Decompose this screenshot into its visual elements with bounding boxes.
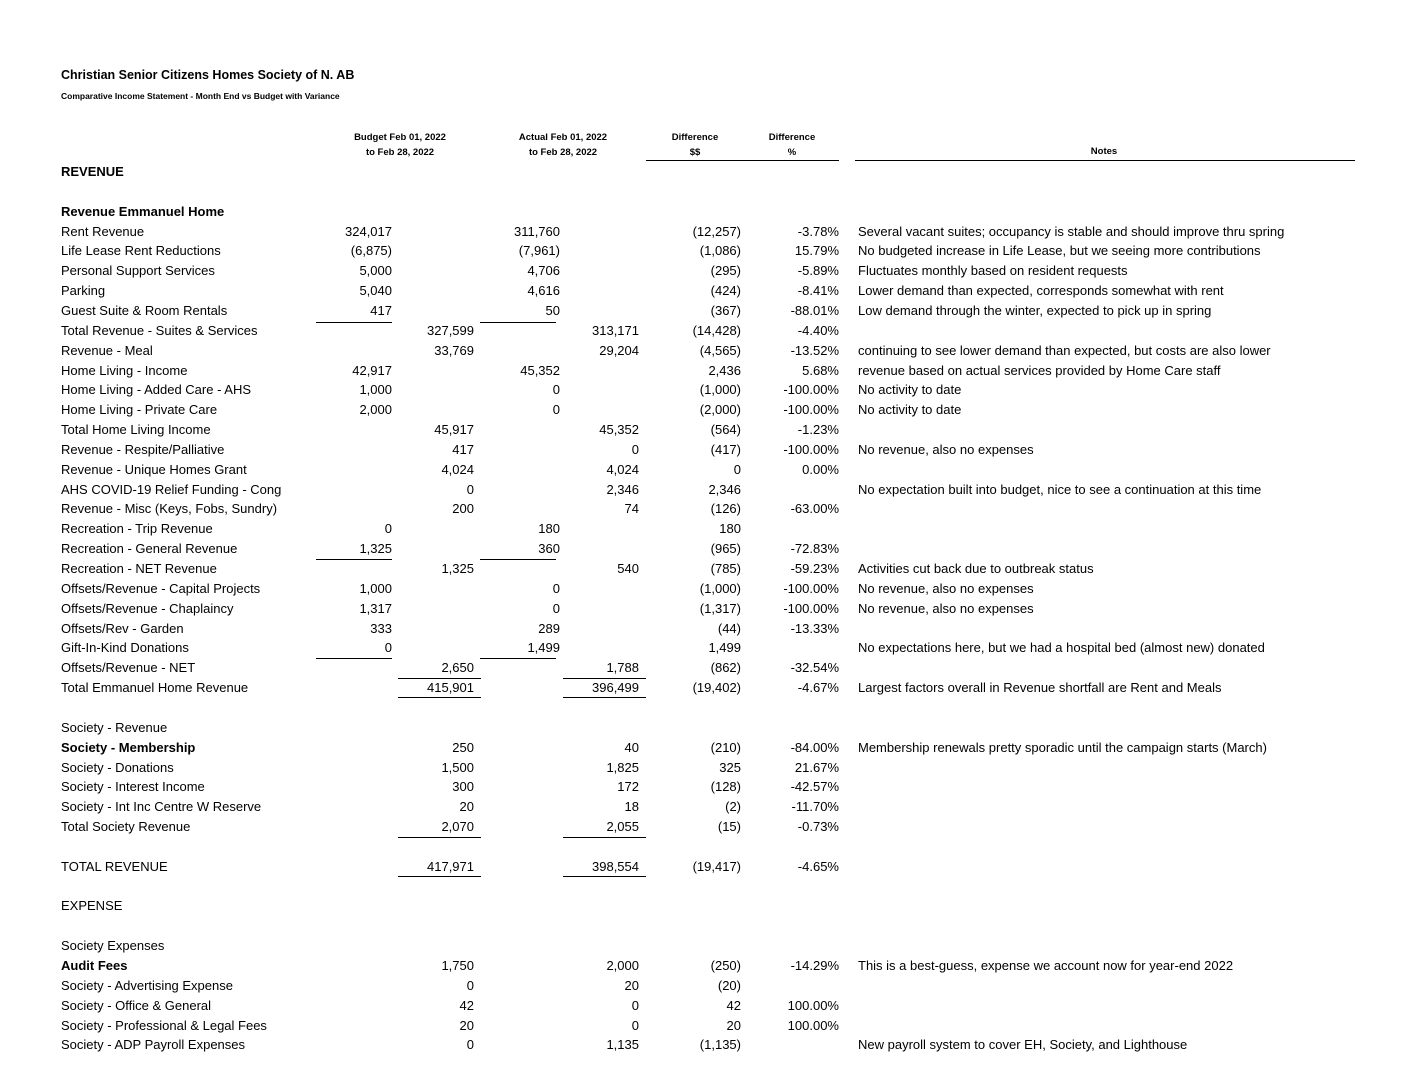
difference-percent-value: -84.00%	[790, 739, 839, 755]
budget-total-value: 4,024	[441, 461, 474, 477]
difference-percent-value: 21.67%	[794, 759, 839, 775]
table-row	[0, 916, 1408, 936]
column-header-diff-pct-line2: %	[787, 147, 797, 158]
row-note: This is a best-guess, expense we account now for year-end 2022	[858, 958, 1234, 973]
difference-dollar-value: (126)	[710, 501, 741, 517]
difference-percent-value: -59.23%	[790, 561, 839, 576]
row-note: New payroll system to cover EH, Society, and Lighthouse	[858, 1037, 1188, 1053]
row-label: Society - ADP Payroll Expenses	[61, 1037, 246, 1053]
row-note: Membership renewals pretty sporadic until the campaign starts (March)	[858, 739, 1267, 755]
row-note: No budgeted increase in Life Lease, but we seeing more contributions	[858, 243, 1261, 259]
budget-detail-value: 1,325	[359, 541, 392, 557]
budget-detail-value: 333	[370, 620, 392, 636]
org-title: Christian Senior Citizens Homes Society of N. AB	[61, 68, 355, 82]
budget-detail-value: 0	[384, 521, 392, 537]
row-note: No expectation built into budget, nice to see a continuation at this time	[858, 481, 1262, 497]
actual-total-value: 1,825	[606, 759, 639, 775]
difference-dollar-value: (295)	[710, 263, 741, 279]
row-note: revenue based on actual services provided by Home Care staff	[858, 362, 1221, 378]
row-label: Offsets/Revenue - Chaplaincy	[61, 600, 234, 616]
actual-total-value: 1,788	[606, 660, 639, 676]
difference-dollar-value: 42	[726, 997, 741, 1013]
actual-total-value: 540	[617, 561, 639, 576]
header-rule-differences	[646, 160, 839, 161]
budget-detail-value: 1,000	[359, 580, 392, 596]
row-note: Largest factors overall in Revenue shortfall are Rent and Meals	[858, 680, 1222, 696]
actual-total-value: 18	[624, 799, 639, 815]
difference-percent-value: -100.00%	[783, 441, 839, 457]
actual-total-value: 20	[624, 977, 639, 993]
budget-total-value: 20	[459, 799, 474, 815]
row-note: No revenue, also no expenses	[858, 600, 1034, 616]
actual-total-value: 2,055	[606, 819, 639, 835]
difference-percent-value: -3.78%	[797, 223, 839, 239]
table-row	[0, 261, 1408, 281]
table-row	[0, 420, 1408, 440]
difference-percent-value: -32.54%	[790, 660, 839, 676]
row-label: Society - Membership	[61, 739, 196, 755]
difference-percent-value: 100.00%	[787, 1017, 839, 1033]
table-row	[0, 460, 1408, 480]
difference-dollar-value: (965)	[710, 541, 741, 557]
table-row	[0, 1016, 1408, 1036]
difference-dollar-value: (1,317)	[699, 600, 741, 616]
table-row	[0, 619, 1408, 639]
difference-dollar-value: (367)	[710, 302, 741, 318]
difference-dollar-value: (20)	[717, 977, 741, 993]
table-row	[0, 956, 1408, 976]
table-row	[0, 718, 1408, 738]
row-label: Revenue - Unique Homes Grant	[61, 461, 247, 477]
actual-total-value: 398,554	[592, 858, 639, 874]
difference-percent-value: -14.29%	[790, 958, 839, 973]
actual-total-value: 2,346	[606, 481, 639, 497]
column-header-diff-pct-line1: Difference	[768, 132, 816, 143]
row-label: Recreation - NET Revenue	[61, 561, 217, 576]
difference-percent-value: -100.00%	[783, 580, 839, 596]
actual-detail-value: 50	[545, 302, 560, 318]
budget-total-value: 1,500	[441, 759, 474, 775]
table-row	[0, 519, 1408, 539]
difference-percent-value: -100.00%	[783, 600, 839, 616]
row-label: AHS COVID-19 Relief Funding - Cong	[61, 481, 282, 497]
underline-rule	[316, 658, 392, 659]
actual-detail-value: 45,352	[520, 362, 560, 378]
budget-detail-value: 5,040	[359, 283, 392, 299]
row-note: Several vacant suites; occupancy is stable and should improve thru spring	[858, 223, 1285, 239]
table-row	[0, 341, 1408, 361]
row-label: Society - Office & General	[61, 997, 212, 1013]
row-note: continuing to see lower demand than expected, but costs are also lower	[858, 342, 1271, 358]
row-label: Audit Fees	[61, 958, 128, 973]
table-row	[0, 361, 1408, 381]
row-label: Home Living - Added Care - AHS	[61, 382, 252, 398]
difference-percent-value: -4.40%	[797, 322, 839, 338]
table-row	[0, 182, 1408, 202]
budget-detail-value: 42,917	[352, 362, 392, 378]
row-label: Society - Interest Income	[61, 779, 205, 795]
actual-total-value: 2,000	[606, 958, 639, 973]
table-row	[0, 281, 1408, 301]
table-row	[0, 579, 1408, 599]
table-row	[0, 241, 1408, 261]
row-label: Guest Suite & Room Rentals	[61, 302, 228, 318]
table-row	[0, 758, 1408, 778]
table-row	[0, 777, 1408, 797]
row-label: Total Society Revenue	[61, 819, 191, 835]
row-label: Personal Support Services	[61, 263, 215, 279]
difference-dollar-value: 180	[719, 521, 741, 537]
row-label: Life Lease Rent Reductions	[61, 243, 221, 259]
budget-total-value: 33,769	[434, 342, 474, 358]
row-label: Society - Donations	[61, 759, 174, 775]
underline-rule	[316, 322, 392, 323]
budget-total-value: 42	[459, 997, 474, 1013]
table-row	[0, 202, 1408, 222]
actual-detail-value: (7,961)	[518, 243, 560, 259]
budget-detail-value: 417	[370, 302, 392, 318]
difference-percent-value: -13.33%	[790, 620, 839, 636]
row-label: Revenue - Meal	[61, 342, 153, 358]
row-label: Total Revenue - Suites & Services	[61, 322, 258, 338]
budget-total-value: 2,650	[441, 660, 474, 676]
table-row	[0, 638, 1408, 658]
row-label: Home Living - Private Care	[61, 402, 218, 418]
underline-rule	[398, 876, 481, 877]
difference-percent-value: -5.89%	[797, 263, 839, 279]
row-label: Gift-In-Kind Donations	[61, 640, 189, 656]
difference-dollar-value: (1,135)	[699, 1037, 741, 1053]
difference-percent-value: -42.57%	[790, 779, 839, 795]
actual-detail-value: 4,706	[527, 263, 560, 279]
budget-total-value: 200	[452, 501, 474, 517]
row-note: Lower demand than expected, corresponds somewhat with rent	[858, 283, 1224, 299]
column-header-budget	[330, 130, 470, 160]
table-row	[0, 877, 1408, 897]
row-label: EXPENSE	[61, 898, 123, 914]
actual-detail-value: 289	[538, 620, 560, 636]
budget-total-value: 415,901	[427, 680, 474, 696]
table-row	[0, 658, 1408, 678]
difference-dollar-value: 0	[733, 461, 741, 477]
table-row	[0, 698, 1408, 718]
actual-detail-value: 4,616	[527, 283, 560, 299]
actual-total-value: 1,135	[606, 1037, 639, 1053]
table-row	[0, 896, 1408, 916]
column-header-actual-line2: to Feb 28, 2022	[528, 147, 598, 158]
difference-dollar-value: 2,346	[708, 481, 741, 497]
table-row	[0, 817, 1408, 837]
table-row	[0, 400, 1408, 420]
table-row	[0, 678, 1408, 698]
difference-dollar-value: (785)	[710, 561, 741, 576]
difference-dollar-value: (14,428)	[692, 322, 741, 338]
budget-detail-value: 1,317	[359, 600, 392, 616]
difference-dollar-value: (1,086)	[699, 243, 741, 259]
table-row	[0, 599, 1408, 619]
row-note: Activities cut back due to outbreak status	[858, 561, 1094, 576]
budget-detail-value: 324,017	[345, 223, 392, 239]
actual-detail-value: 0	[552, 382, 560, 398]
column-header-diff-dollar	[655, 130, 735, 160]
table-row	[0, 857, 1408, 877]
difference-dollar-value: (19,417)	[692, 858, 741, 874]
difference-dollar-value: 2,436	[708, 362, 741, 378]
actual-total-value: 45,352	[599, 422, 639, 438]
budget-detail-value: (6,875)	[350, 243, 392, 259]
budget-total-value: 20	[459, 1017, 474, 1033]
column-header-diff-pct	[752, 130, 832, 160]
row-label: Recreation - General Revenue	[61, 541, 238, 557]
row-label: Revenue - Respite/Palliative	[61, 441, 225, 457]
table-row	[0, 301, 1408, 321]
row-label: Home Living - Income	[61, 362, 188, 378]
row-note: No activity to date	[858, 402, 962, 418]
row-label: Parking	[61, 283, 106, 299]
actual-total-value: 0	[631, 441, 639, 457]
underline-rule	[480, 658, 556, 659]
budget-total-value: 0	[466, 977, 474, 993]
table-row	[0, 480, 1408, 500]
column-header-diff-dollar-line1: Difference	[671, 132, 719, 143]
underline-rule	[480, 559, 556, 560]
column-header-actual-line1: Actual Feb 01, 2022	[518, 132, 608, 143]
difference-percent-value: -63.00%	[790, 501, 839, 517]
column-header-diff-dollar-line2: $$	[689, 147, 701, 158]
actual-total-value: 313,171	[592, 322, 639, 338]
actual-total-value: 396,499	[592, 680, 639, 696]
underline-rule	[563, 678, 646, 679]
row-note: Fluctuates monthly based on resident requests	[858, 263, 1128, 279]
table-row	[0, 499, 1408, 519]
difference-percent-value: 0.00%	[802, 461, 839, 477]
difference-dollar-value: (19,402)	[692, 680, 741, 696]
header-rule-notes	[855, 160, 1355, 161]
column-header-budget-line2: to Feb 28, 2022	[365, 147, 435, 158]
budget-total-value: 1,750	[441, 958, 474, 973]
difference-percent-value: -88.01%	[790, 302, 839, 318]
table-row	[0, 738, 1408, 758]
row-label: Offsets/Revenue - NET	[61, 660, 196, 676]
row-note: No revenue, also no expenses	[858, 580, 1034, 596]
actual-detail-value: 0	[552, 580, 560, 596]
row-note: No revenue, also no expenses	[858, 441, 1034, 457]
difference-percent-value: -13.52%	[790, 342, 839, 358]
row-label: Total Home Living Income	[61, 422, 211, 438]
table-row	[0, 1035, 1408, 1055]
difference-dollar-value: 1,499	[708, 640, 741, 656]
actual-total-value: 40	[624, 739, 639, 755]
difference-dollar-value: (250)	[710, 958, 741, 973]
difference-dollar-value: (1,000)	[699, 580, 741, 596]
actual-total-value: 0	[631, 1017, 639, 1033]
row-label: Society - Advertising Expense	[61, 977, 233, 993]
budget-detail-value: 1,000	[359, 382, 392, 398]
budget-total-value: 1,325	[441, 561, 474, 576]
budget-detail-value: 5,000	[359, 263, 392, 279]
table-row	[0, 559, 1408, 579]
row-label: Society - Int Inc Centre W Reserve	[61, 799, 262, 815]
row-label: Rent Revenue	[61, 223, 145, 239]
row-note: Low demand through the winter, expected to pick up in spring	[858, 302, 1212, 318]
table-row	[0, 797, 1408, 817]
underline-rule	[398, 837, 481, 838]
table-row	[0, 321, 1408, 341]
budget-detail-value: 0	[384, 640, 392, 656]
row-note: No activity to date	[858, 382, 962, 398]
table-row	[0, 837, 1408, 857]
row-label: Offsets/Revenue - Capital Projects	[61, 580, 261, 596]
column-header-notes: Notes	[1090, 146, 1118, 157]
budget-total-value: 2,070	[441, 819, 474, 835]
column-header-actual	[493, 130, 633, 160]
actual-detail-value: 311,760	[513, 223, 560, 239]
difference-percent-value: -1.23%	[797, 422, 839, 438]
difference-dollar-value: (4,565)	[699, 342, 741, 358]
difference-percent-value: -72.83%	[790, 541, 839, 557]
difference-percent-value: -8.41%	[797, 283, 839, 299]
row-label: Society - Revenue	[61, 719, 168, 735]
difference-percent-value: 5.68%	[802, 362, 839, 378]
row-label: Revenue Emmanuel Home	[61, 203, 225, 219]
report-subtitle: Comparative Income Statement - Month End vs Budget with Variance	[61, 91, 340, 101]
difference-percent-value: -100.00%	[783, 382, 839, 398]
actual-total-value: 0	[631, 997, 639, 1013]
difference-percent-value: 100.00%	[787, 997, 839, 1013]
difference-dollar-value: (862)	[710, 660, 741, 676]
difference-dollar-value: 20	[726, 1017, 741, 1033]
row-label: Offsets/Rev - Garden	[61, 620, 184, 636]
actual-detail-value: 0	[552, 402, 560, 418]
actual-detail-value: 1,499	[527, 640, 560, 656]
row-label: Recreation - Trip Revenue	[61, 521, 213, 537]
column-header-budget-line1: Budget Feb 01, 2022	[354, 132, 446, 143]
budget-total-value: 417,971	[427, 858, 474, 874]
table-row	[0, 440, 1408, 460]
budget-total-value: 0	[466, 481, 474, 497]
actual-total-value: 172	[617, 779, 639, 795]
difference-dollar-value: (12,257)	[692, 223, 741, 239]
difference-dollar-value: 325	[719, 759, 741, 775]
actual-detail-value: 180	[538, 521, 560, 537]
difference-dollar-value: (2,000)	[699, 402, 741, 418]
difference-percent-value: 15.79%	[794, 243, 839, 259]
budget-total-value: 0	[466, 1037, 474, 1053]
row-label: Total Emmanuel Home Revenue	[61, 680, 249, 696]
budget-total-value: 327,599	[427, 322, 474, 338]
difference-dollar-value: (564)	[710, 422, 741, 438]
row-label: Society - Professional & Legal Fees	[61, 1017, 267, 1033]
budget-total-value: 45,917	[434, 422, 474, 438]
difference-dollar-value: (210)	[710, 739, 741, 755]
underline-rule	[398, 678, 481, 679]
difference-dollar-value: (44)	[717, 620, 741, 636]
difference-percent-value: -0.73%	[797, 819, 839, 835]
difference-dollar-value: (128)	[710, 779, 741, 795]
difference-percent-value: -100.00%	[783, 402, 839, 418]
difference-dollar-value: (1,000)	[699, 382, 741, 398]
difference-percent-value: -4.67%	[797, 680, 839, 696]
row-label: Revenue - Misc (Keys, Fobs, Sundry)	[61, 501, 278, 517]
row-note: No expectations here, but we had a hospital bed (almost new) donated	[858, 640, 1265, 656]
underline-rule	[398, 697, 481, 698]
table-row	[0, 976, 1408, 996]
underline-rule	[480, 322, 556, 323]
table-row	[0, 162, 1408, 182]
underline-rule	[563, 697, 646, 698]
actual-detail-value: 360	[538, 541, 560, 557]
row-label: Society Expenses	[61, 938, 165, 954]
budget-total-value: 300	[452, 779, 474, 795]
actual-total-value: 29,204	[599, 342, 639, 358]
table-row	[0, 222, 1408, 242]
table-row	[0, 996, 1408, 1016]
table-row	[0, 936, 1408, 956]
difference-percent-value: -11.70%	[791, 799, 839, 815]
row-label: TOTAL REVENUE	[61, 858, 168, 874]
budget-total-value: 250	[452, 739, 474, 755]
actual-total-value: 4,024	[606, 461, 639, 477]
table-row	[0, 539, 1408, 559]
difference-dollar-value: (424)	[710, 283, 741, 299]
actual-total-value: 74	[624, 501, 639, 517]
table-row	[0, 380, 1408, 400]
row-label: REVENUE	[61, 164, 124, 179]
underline-rule	[563, 837, 646, 838]
budget-detail-value: 2,000	[359, 402, 392, 418]
underline-rule	[563, 876, 646, 877]
underline-rule	[316, 559, 392, 560]
difference-dollar-value: (15)	[717, 819, 741, 835]
budget-total-value: 417	[452, 441, 474, 457]
difference-dollar-value: (2)	[725, 799, 741, 815]
difference-dollar-value: (417)	[710, 441, 741, 457]
difference-percent-value: -4.65%	[797, 858, 839, 874]
actual-detail-value: 0	[552, 600, 560, 616]
